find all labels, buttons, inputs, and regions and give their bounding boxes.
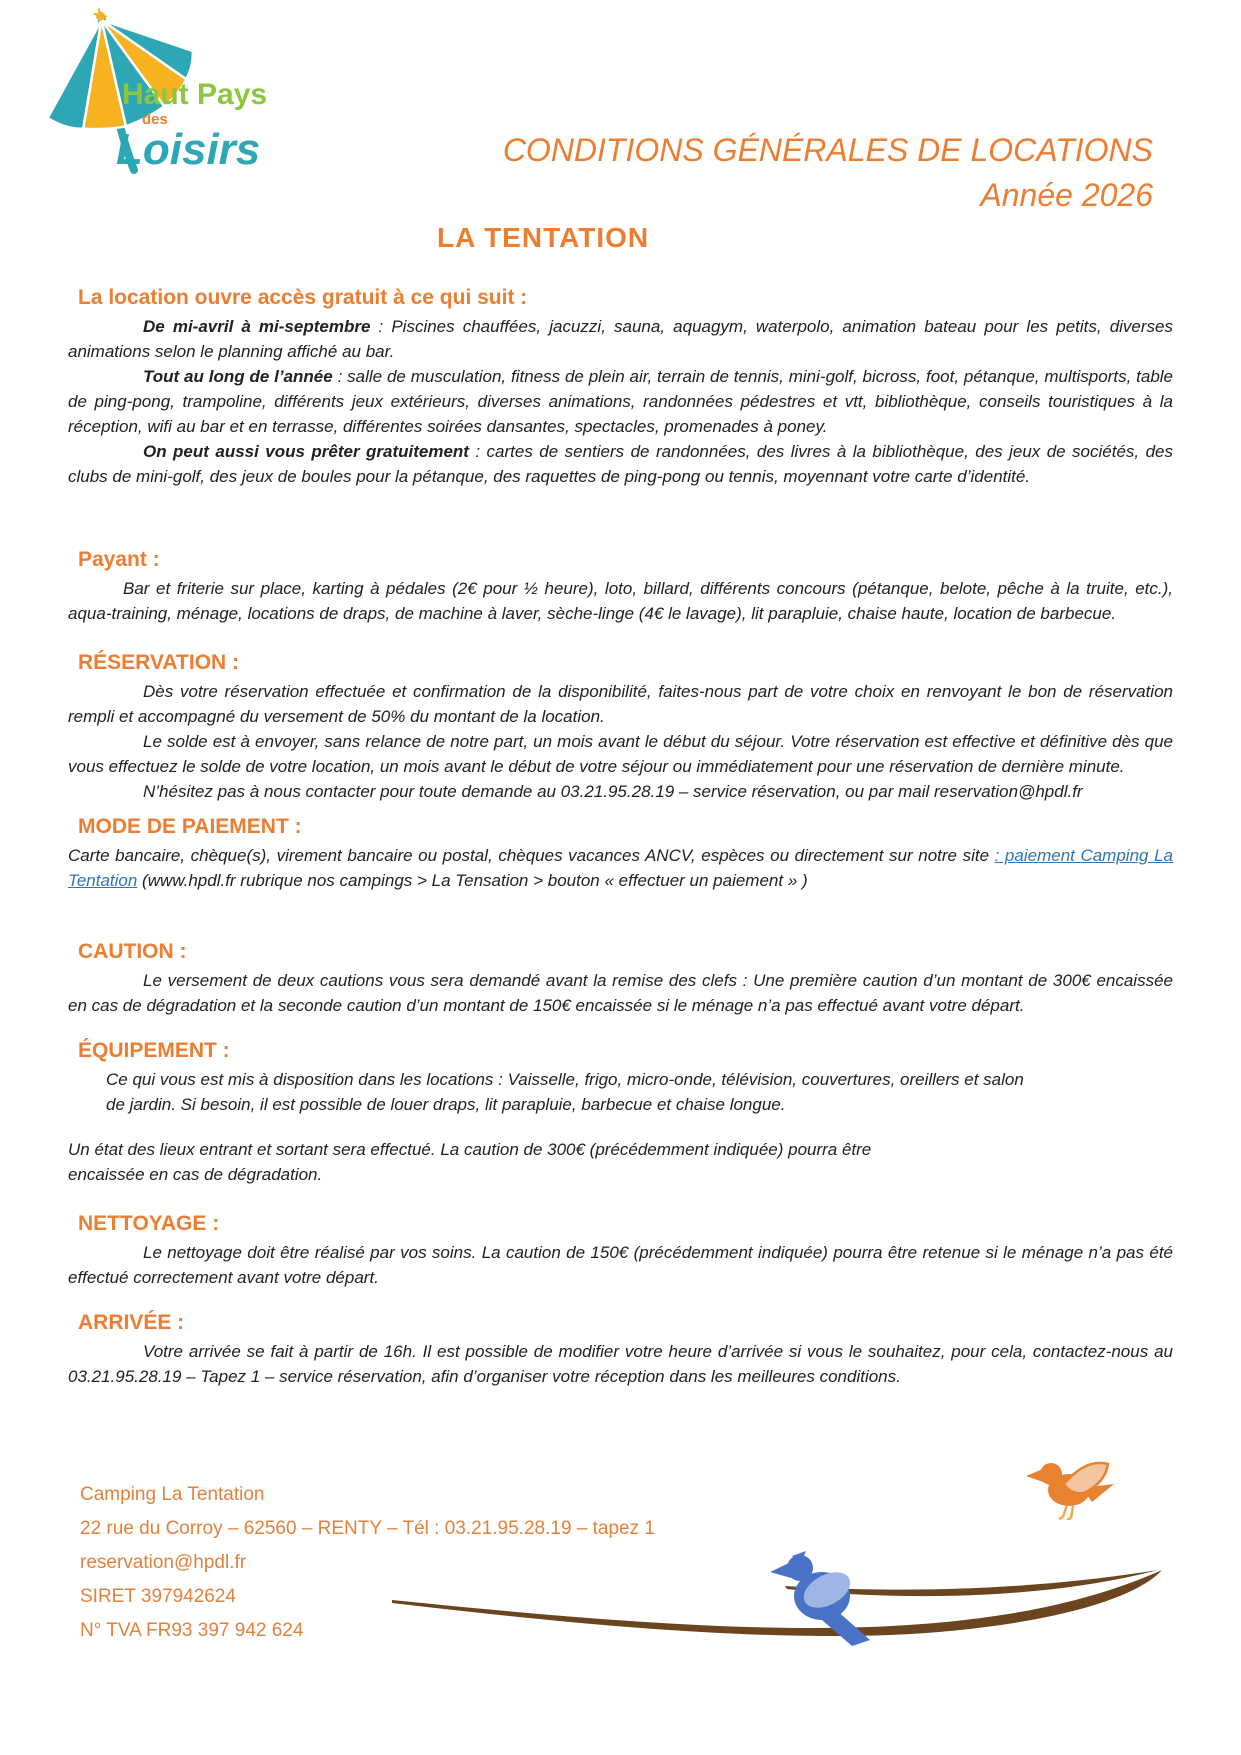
payant-paragraph: Bar et friterie sur place, karting à pédales (2€ pour ½ heure), loto, billard, différents concours (pétanque, belote, pêche à la truite, etc.), aqua-training, ménage, locations de draps, de machine à laver, sèche-linge (4€ le lavage), lit parapluie, chaise haute, location de barbecue. <box>68 579 1173 623</box>
title-line-2: Année 2026 <box>980 177 1153 213</box>
section-heading-equipement: ÉQUIPEMENT : <box>78 1039 230 1062</box>
blue-bird-icon <box>770 1548 892 1650</box>
haut-pays-des-loisirs-logo <box>22 8 284 180</box>
document-title <box>503 128 1153 218</box>
reservation-paragraph-2: Le solde est à envoyer, sans relance de notre part, un mois avant le début du séjour. Votre réservation est effective et définitive dès que vous effectuez le solde de votre location, un mois avant le début de votre séjour ou immédiatement pour une réservation de dernière minute. <box>68 732 1173 776</box>
equipement-paragraph-1: Ce qui vous est mis à disposition dans les locations : Vaisselle, frigo, micro-onde, télévision, couvertures, oreillers et salon de jardin. Si besoin, il est possible de louer draps, lit parapluie, barbecue et chaise longue. <box>106 1070 1024 1114</box>
payment-link[interactable]: : paiement Camping La Tentation <box>68 846 1173 890</box>
document-body <box>68 285 1173 1389</box>
section-heading-paiement: MODE DE PAIEMENT : <box>78 815 302 838</box>
title-line-1: CONDITIONS GÉNÉRALES DE LOCATIONS <box>502 132 1153 168</box>
footer-siret: SIRET 397942624 <box>80 1586 236 1607</box>
equipement-paragraph-2: Un état des lieux entrant et sortant sera effectué. La caution de 300€ (précédemment indiquée) pourra être encaissée en cas de dégradation. <box>68 1140 872 1184</box>
nettoyage-paragraph: Le nettoyage doit être réalisé par vos soins. La caution de 150€ (précédemment indiquée) pourra être retenue si le ménage n’a pas été effectué correctement avant votre départ. <box>68 1243 1173 1287</box>
arrivee-paragraph: Votre arrivée se fait à partir de 16h. Il est possible de modifier votre heure d’arrivée si vous le souhaitez, pour cela, contactez-nous au 03.21.95.28.19 – Tapez 1 – service réservation, afin d’organiser votre réception dans les meilleures conditions. <box>68 1342 1173 1386</box>
section-heading-arrivee: ARRIVÉE : <box>78 1311 185 1334</box>
property-name: LA TENTATION <box>437 222 650 253</box>
section-heading-free-access: La location ouvre accès gratuit à ce qui suit : <box>78 286 528 309</box>
caution-paragraph: Le versement de deux cautions vous sera demandé avant la remise des clefs : Une première caution d’un montant de 300€ encaissée en cas de dégradation et la seconde caution d’un montant de 150€ encaissée si le ménage n’a pas effectué avant votre départ. <box>68 971 1173 1015</box>
section-heading-payant: Payant : <box>78 548 160 571</box>
free-access-paragraph-2: Tout au long de l’année : salle de musculation, fitness de plein air, terrain de tennis, mini-golf, bicross, foot, pétanque, multisports, table de ping-pong, trampoline, différents jeux extérieurs, diverses animations, randonnées pédestres et vtt, bibliothèque, conseils touristiques à la réception, wifi au bar et en terrasse, différentes soirées dansantes, spectacles, promenades à poney. <box>68 367 1173 436</box>
section-heading-caution: CAUTION : <box>78 940 187 963</box>
section-heading-reservation: RÉSERVATION : <box>78 651 240 674</box>
paiement-paragraph: Carte bancaire, chèque(s), virement bancaire ou postal, chèques vacances ANCV, espèces ou directement sur notre site : paiement Camping La Tentation (www.hpdl.fr rubrique nos campings > La Tensation > bouton « effectuer un paiement » ) <box>68 846 1173 890</box>
logo-text-loisirs: Loisirs <box>116 125 261 174</box>
reservation-paragraph-1: Dès votre réservation effectuée et confirmation de la disponibilité, faites-nous part de votre choix en renvoyant le bon de réservation rempli et accompagné du versement de 50% du montant de la location. <box>68 682 1173 726</box>
footer-camping-name: Camping La Tentation <box>80 1484 265 1505</box>
free-access-paragraph-1: De mi-avril à mi-septembre : Piscines chauffées, jacuzzi, sauna, aquagym, waterpolo, animation bateau pour les petits, diverses animations selon le planning affiché au bar. <box>68 317 1174 361</box>
footer-email: reservation@hpdl.fr <box>80 1552 247 1573</box>
logo-text-des: des <box>142 111 168 128</box>
free-access-paragraph-3: On peut aussi vous prêter gratuitement : cartes de sentiers de randonnées, des livres à la bibliothèque, des jeux de sociétés, des clubs de mini-golf, des jeux de boules pour la pétanque, des raquettes de ping-pong ou tennis, moyennant votre carte d’identité. <box>68 442 1173 486</box>
logo-text-haut-pays: Haut Pays <box>122 78 268 111</box>
section-heading-nettoyage: NETTOYAGE : <box>78 1212 220 1235</box>
footer-address-phone: 22 rue du Corroy – 62560 – RENTY – Tél : 03.21.95.28.19 – tapez 1 <box>80 1518 655 1539</box>
footer-tva: N° TVA FR93 397 942 624 <box>80 1620 304 1641</box>
reservation-paragraph-3: N’hésitez pas à nous contacter pour toute demande au 03.21.95.28.19 – service réservation, ou par mail reservation@hpdl.fr <box>143 782 1083 801</box>
orange-bird-icon <box>1026 1456 1116 1520</box>
